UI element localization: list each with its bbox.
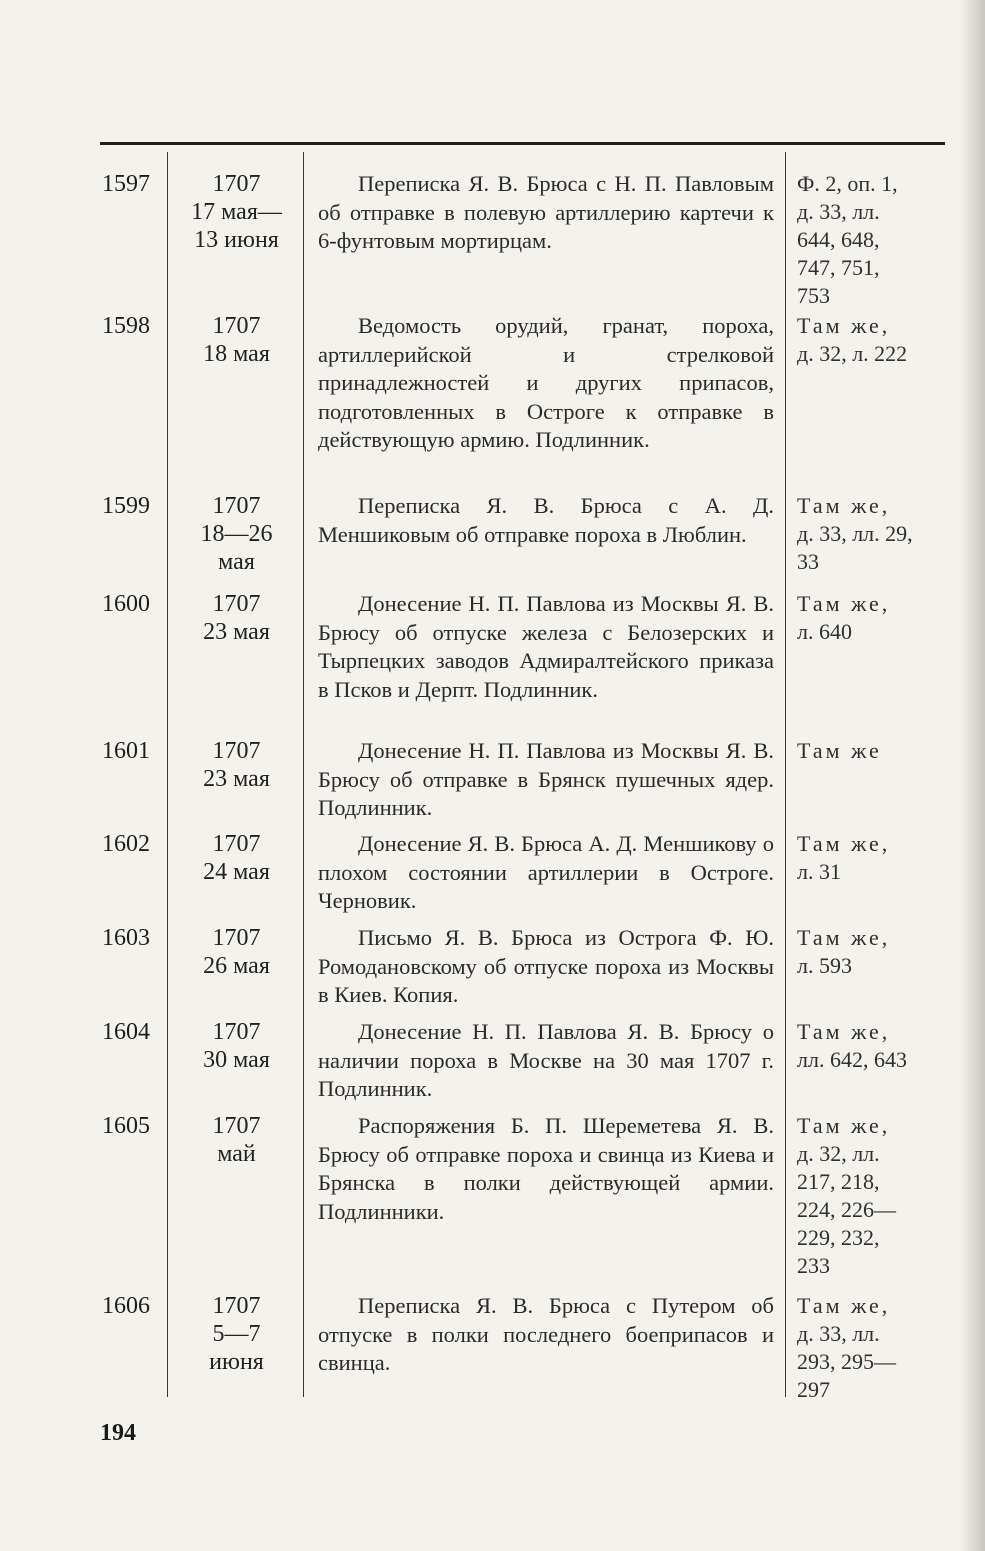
entry-date — [170, 1018, 303, 1074]
page-number: 194 — [100, 1420, 136, 1446]
entry-description: Переписка Я. В. Брюса с А. Д. Меншиковым об отправке пороха в Люблин. — [318, 493, 774, 547]
entry-description: Письмо Я. В. Брюса из Острога Ф. Ю. Ромодановскому об отпуске пороха из Москвы в Киев. Копия. — [318, 925, 774, 1007]
reference-line: 233 — [797, 1253, 830, 1278]
entry-description: Переписка Я. В. Брюса с Н. П. Павловым об отправке в полевую артиллерию картечи к 6-фунтовым мортирцам. — [318, 171, 774, 253]
entry-description: Донесение Н. П. Павлова Я. В. Брюсу о наличии пороха в Москве на 30 мая 1707 г. Подлинник. — [318, 1019, 774, 1101]
date-line: мая — [218, 549, 255, 575]
entry-number: 1599 — [102, 493, 150, 519]
date-line: 18 мая — [203, 341, 270, 367]
reference-line: 224, 226— — [797, 1197, 896, 1222]
column-divider-description-reference — [785, 152, 786, 1397]
entry-reference — [797, 1112, 947, 1280]
reference-line: 297 — [797, 1377, 830, 1402]
date-line: 13 июня — [194, 227, 279, 253]
entry-number: 1603 — [102, 925, 150, 951]
reference-line: д. 33, лл. — [797, 1321, 880, 1346]
entry-number: 1601 — [102, 738, 150, 764]
reference-line: д. 32, л. 222 — [797, 341, 908, 366]
date-line: май — [217, 1141, 256, 1167]
date-line: 1707 — [212, 925, 261, 951]
date-line: 1707 — [212, 493, 261, 519]
top-rule — [100, 142, 945, 145]
date-line: 26 мая — [203, 953, 270, 979]
entry-description: Донесение Н. П. Павлова из Москвы Я. В. Брюсу об отпуске железа с Белозерских и Тырпецких заводов Адмиралтейского приказа в Псков и Дерпт. Подлинник. — [318, 591, 774, 702]
reference-line: 33 — [797, 549, 819, 574]
date-line: 23 мая — [203, 619, 270, 645]
date-line: 23 мая — [203, 766, 270, 792]
scan-edge-shadow — [959, 0, 985, 1551]
reference-line: Там же, — [797, 493, 891, 518]
reference-line: д. 33, лл. 29, — [797, 521, 913, 546]
date-line: 1707 — [212, 738, 261, 764]
entry-reference — [797, 737, 947, 765]
date-line: 5—7 — [212, 1321, 261, 1347]
reference-line: 747, 751, — [797, 255, 880, 280]
entry-reference — [797, 590, 947, 646]
entry-date — [170, 590, 303, 646]
reference-line: л. 593 — [797, 953, 852, 978]
entry-description: Переписка Я. В. Брюса с Путером об отпуске в полки последнего боеприпасов и свинца. — [318, 1293, 774, 1375]
reference-line: л. 31 — [797, 859, 841, 884]
date-line: 17 мая— — [191, 199, 282, 225]
reference-line: Там же, — [797, 591, 891, 616]
reference-line: Там же, — [797, 1113, 891, 1138]
entry-reference — [797, 830, 947, 886]
entry-date — [170, 312, 303, 368]
entry-date — [170, 492, 303, 576]
date-line: 30 мая — [203, 1047, 270, 1073]
date-line: 18—26 — [200, 521, 273, 547]
entry-description: Распоряжения Б. П. Шереметева Я. В. Брюсу об отправке пороха и свинца из Киева и Брянска в полки действующей армии. Подлинники. — [318, 1113, 774, 1224]
date-line: июня — [209, 1349, 264, 1375]
date-line: 1707 — [212, 1293, 261, 1319]
reference-line: Там же, — [797, 831, 891, 856]
entry-reference — [797, 1018, 947, 1074]
reference-line: 753 — [797, 283, 830, 308]
reference-line: 644, 648, — [797, 227, 880, 252]
entry-date — [170, 830, 303, 886]
column-divider-number-date — [167, 152, 168, 1397]
date-line: 1707 — [212, 313, 261, 339]
reference-line: Там же, — [797, 1293, 891, 1318]
reference-line: Там же — [797, 738, 882, 763]
entry-description: Ведомость орудий, гранат, пороха, артиллерийской и стрелковой принадлежностей и других припасов, подготовленных в Остроге к отправке в действующую армию. Подлинник. — [318, 313, 774, 452]
reference-line: 217, 218, — [797, 1169, 880, 1194]
entry-number: 1604 — [102, 1019, 150, 1045]
entry-date — [170, 737, 303, 793]
entry-number: 1606 — [102, 1293, 150, 1319]
date-line: 1707 — [212, 1113, 261, 1139]
entry-description: Донесение Н. П. Павлова из Москвы Я. В. Брюсу об отправке в Брянск пушечных ядер. Подлинник. — [318, 738, 774, 820]
column-divider-date-description — [303, 152, 304, 1397]
entry-description: Донесение Я. В. Брюса А. Д. Меншикову о плохом состоянии артиллерии в Остроге. Черновик. — [318, 831, 774, 913]
entry-reference — [797, 924, 947, 980]
date-line: 1707 — [212, 831, 261, 857]
entry-number: 1600 — [102, 591, 150, 617]
reference-line: л. 640 — [797, 619, 852, 644]
reference-line: Ф. 2, оп. 1, — [797, 171, 898, 196]
entry-reference — [797, 170, 947, 310]
reference-line: Там же, — [797, 1019, 891, 1044]
entry-number: 1602 — [102, 831, 150, 857]
date-line: 24 мая — [203, 859, 270, 885]
entry-date — [170, 170, 303, 254]
entry-date — [170, 1112, 303, 1168]
reference-line: лл. 642, 643 — [797, 1047, 907, 1072]
entry-number: 1598 — [102, 313, 150, 339]
date-line: 1707 — [212, 1019, 261, 1045]
entry-reference — [797, 1292, 947, 1404]
date-line: 1707 — [212, 591, 261, 617]
entry-date — [170, 924, 303, 980]
entry-reference — [797, 312, 947, 368]
date-line: 1707 — [212, 171, 261, 197]
reference-line: д. 32, лл. — [797, 1141, 880, 1166]
entry-number: 1605 — [102, 1113, 150, 1139]
reference-line: 229, 232, — [797, 1225, 880, 1250]
entry-date — [170, 1292, 303, 1376]
entry-reference — [797, 492, 947, 576]
entry-number: 1597 — [102, 171, 150, 197]
reference-line: д. 33, лл. — [797, 199, 880, 224]
reference-line: Там же, — [797, 313, 891, 338]
reference-line: 293, 295— — [797, 1349, 896, 1374]
reference-line: Там же, — [797, 925, 891, 950]
